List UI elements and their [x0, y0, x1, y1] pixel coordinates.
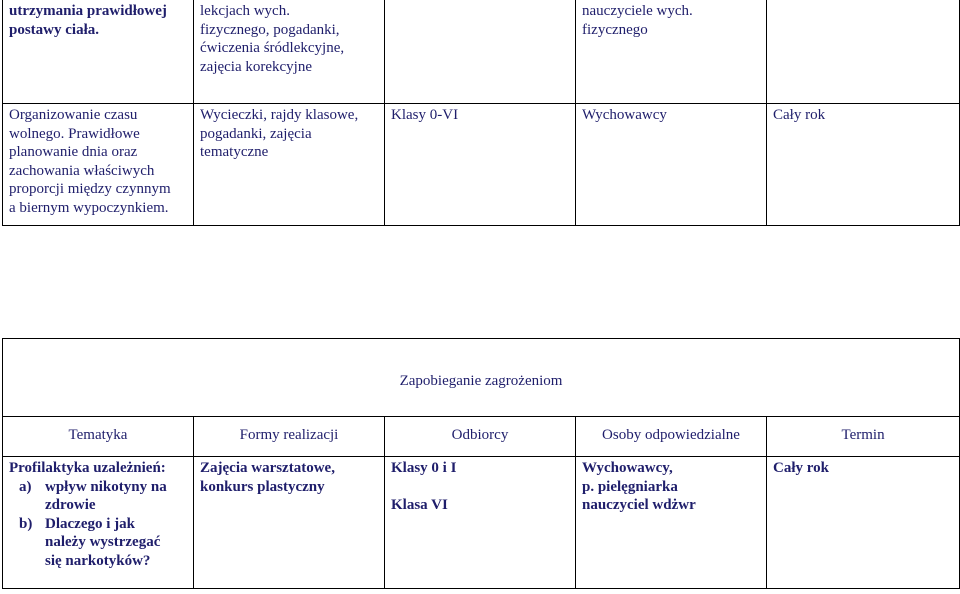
schedule-table-health	[2, 0, 960, 226]
topic-lead: Organizowanie czasu	[9, 107, 138, 123]
audience-cell	[385, 104, 576, 226]
text-line: utrzymania prawidłowej	[9, 3, 167, 19]
forms-cell	[194, 104, 385, 226]
text-line: Dlaczego i jak	[45, 515, 135, 532]
term-cell	[767, 457, 960, 589]
text-line: Wychowawcy,	[582, 460, 673, 476]
list-marker: a)	[19, 478, 32, 495]
responsible-cell	[576, 457, 767, 589]
topic-cell	[3, 104, 194, 226]
text-line: się narkotyków?	[45, 552, 151, 569]
topic-cell	[3, 457, 194, 589]
text-line: należy wystrzegać	[45, 534, 161, 550]
header-row	[3, 417, 960, 457]
audience-cell	[385, 457, 576, 589]
text-line: fizycznego, pogadanki,	[200, 21, 340, 38]
text-line: Cały rok	[773, 107, 826, 123]
table-row	[3, 457, 960, 589]
text-line: pogadanki, zajęcia	[200, 125, 312, 142]
section-title-text: Zapobieganie zagrożeniom	[399, 373, 563, 390]
text-line: nauczyciel wdżwr	[582, 497, 696, 513]
text-line: zdrowie	[45, 497, 96, 513]
text-line: postawy ciała.	[9, 21, 99, 38]
text-line: Wychowawcy	[582, 107, 667, 123]
audience-cell	[385, 0, 576, 104]
text-line: Wycieczki, rajdy klasowe,	[200, 107, 359, 123]
list-item	[19, 515, 187, 571]
text-line: lekcjach wych.	[200, 3, 290, 19]
text-line: Cały rok	[773, 460, 829, 476]
text-line: tematyczne	[200, 144, 269, 160]
topic-lead: wolnego.	[9, 125, 65, 142]
text-line: zajęcia korekcyjne	[200, 58, 313, 75]
text-line: proporcji między czynnym	[9, 181, 171, 197]
text-line: Prawidłowe	[68, 125, 140, 142]
list-marker: b)	[19, 515, 33, 532]
text-line: p. pielęgniarka	[582, 478, 678, 495]
text-line: Klasy 0-VI	[391, 107, 459, 123]
topic-list	[9, 478, 187, 571]
column-header: Osoby odpowiedzialne	[576, 417, 767, 457]
table-row	[3, 104, 960, 226]
schedule-table-prevention	[2, 338, 960, 589]
column-header: Formy realizacji	[194, 417, 385, 457]
text-line: a biernym wypoczynkiem.	[9, 199, 169, 216]
topic-cell	[3, 0, 194, 104]
column-header: Termin	[767, 417, 960, 457]
section-title-row	[3, 339, 960, 417]
topic-title: Profilaktyka uzależnień:	[9, 460, 166, 476]
text-line: nauczyciele wych.	[582, 3, 693, 19]
text-line: planowanie dnia oraz	[9, 144, 138, 160]
text-line: fizycznego	[582, 21, 648, 38]
list-item	[19, 478, 187, 515]
text-line: Klasy 0 i I	[391, 460, 457, 476]
responsible-cell	[576, 0, 767, 104]
section-title	[3, 339, 960, 417]
text-line: konkurs plastyczny	[200, 478, 325, 495]
column-header: Odbiorcy	[385, 417, 576, 457]
text-line: zachowania właściwych	[9, 162, 155, 179]
text-line: wpływ nikotyny na	[45, 478, 167, 495]
text-line: Zajęcia warsztatowe,	[200, 460, 335, 476]
forms-cell	[194, 0, 385, 104]
table-row	[3, 0, 960, 104]
term-cell	[767, 104, 960, 226]
text-line: ćwiczenia śródlekcyjne,	[200, 40, 345, 56]
responsible-cell	[576, 104, 767, 226]
text-line: Klasa VI	[391, 496, 448, 513]
forms-cell	[194, 457, 385, 589]
column-header: Tematyka	[3, 417, 194, 457]
term-cell	[767, 0, 960, 104]
